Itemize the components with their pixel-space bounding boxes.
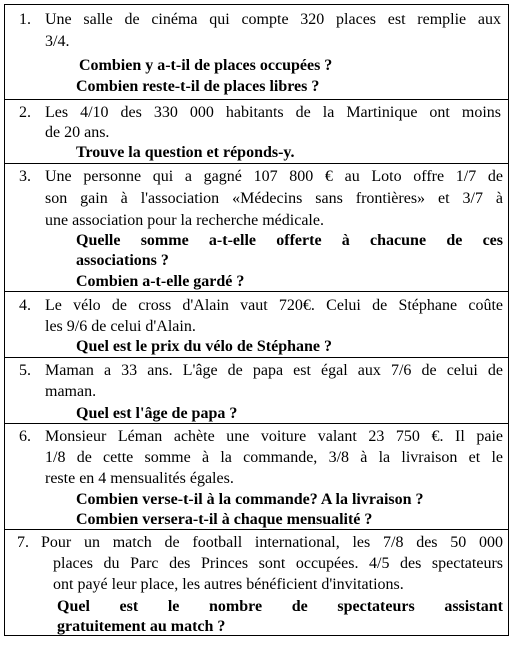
problem-row-5 xyxy=(5,358,508,424)
problem-text-line: les 9/6 de celui d'Alain. xyxy=(45,318,196,335)
problem-number: 3. xyxy=(19,168,31,185)
problem-text-line: places du Parc des Princes sont occupées. 4/5 des spectateurs xyxy=(53,555,503,572)
problem-text-line: Maman a 33 ans. L'âge de papa est égal aux 7/6 de celui de xyxy=(45,362,503,379)
problem-question: Combien reste-t-il de places libres ? xyxy=(76,78,320,95)
problem-text-line: une association pour la recherche médicale. xyxy=(45,212,324,229)
problem-text-line: Une personne qui a gagné 107 800 € au Loto offre 1/7 de xyxy=(45,168,503,185)
problem-text-line: Les 4/10 des 330 000 habitants de la Martinique ont moins xyxy=(45,104,501,121)
problem-question: Combien versera-t-il à chaque mensualité ? xyxy=(76,511,373,528)
problem-row-4 xyxy=(5,292,508,358)
problem-row-3 xyxy=(5,164,508,292)
problem-question: Combien verse-t-il à la commande? A la livraison ? xyxy=(76,491,424,508)
problem-text-line: maman. xyxy=(45,383,97,400)
problem-number: 5. xyxy=(19,362,31,379)
exercise-table xyxy=(4,4,509,636)
problem-question: gratuitement au match ? xyxy=(57,618,226,635)
problem-number: 1. xyxy=(19,11,31,28)
problem-text-line: Le vélo de cross d'Alain vaut 720€. Celui de Stéphane coûte xyxy=(45,297,503,314)
problem-question: associations ? xyxy=(76,252,169,269)
problem-row-6 xyxy=(5,424,508,530)
problem-row-7 xyxy=(5,530,508,635)
problem-row-2 xyxy=(5,100,508,164)
problem-number: 2. xyxy=(19,104,31,121)
problem-text-line: Une salle de cinéma qui compte 320 places est remplie aux xyxy=(45,11,501,28)
problem-question: Quel est le prix du vélo de Stéphane ? xyxy=(76,338,333,355)
problem-text-line: ont payé leur place, les autres bénéficient d'invitations. xyxy=(53,576,404,593)
problem-question: Trouve la question et réponds-y. xyxy=(76,144,295,161)
problem-text-line: reste en 4 mensualités égales. xyxy=(45,470,234,487)
problem-row-1 xyxy=(5,5,508,100)
problem-question: Combien y a-t-il de places occupées ? xyxy=(79,57,333,74)
problem-number: 7. xyxy=(17,534,29,551)
problem-number: 6. xyxy=(19,428,31,445)
problem-text-line: 3/4. xyxy=(45,33,70,50)
problem-question: Combien a-t-elle gardé ? xyxy=(76,273,245,290)
problem-text-line: 1/8 de cette somme à la commande, 3/8 à la livraison et le xyxy=(45,449,503,466)
problem-text-line: Pour un match de football international, les 7/8 des 50 000 xyxy=(41,534,503,551)
problem-question: Quelle somme a-t-elle offerte à chacune de ces xyxy=(76,232,503,249)
problem-question: Quel est l'âge de papa ? xyxy=(76,405,238,422)
problem-text-line: de 20 ans. xyxy=(45,124,110,141)
problem-question: Quel est le nombre de spectateurs assistant xyxy=(57,598,503,615)
problem-number: 4. xyxy=(19,297,31,314)
problem-text-line: son gain à l'association «Médecins sans frontières» et 3/7 à xyxy=(45,190,503,207)
problem-text-line: Monsieur Léman achète une voiture valant 23 750 €. Il paie xyxy=(45,428,503,445)
